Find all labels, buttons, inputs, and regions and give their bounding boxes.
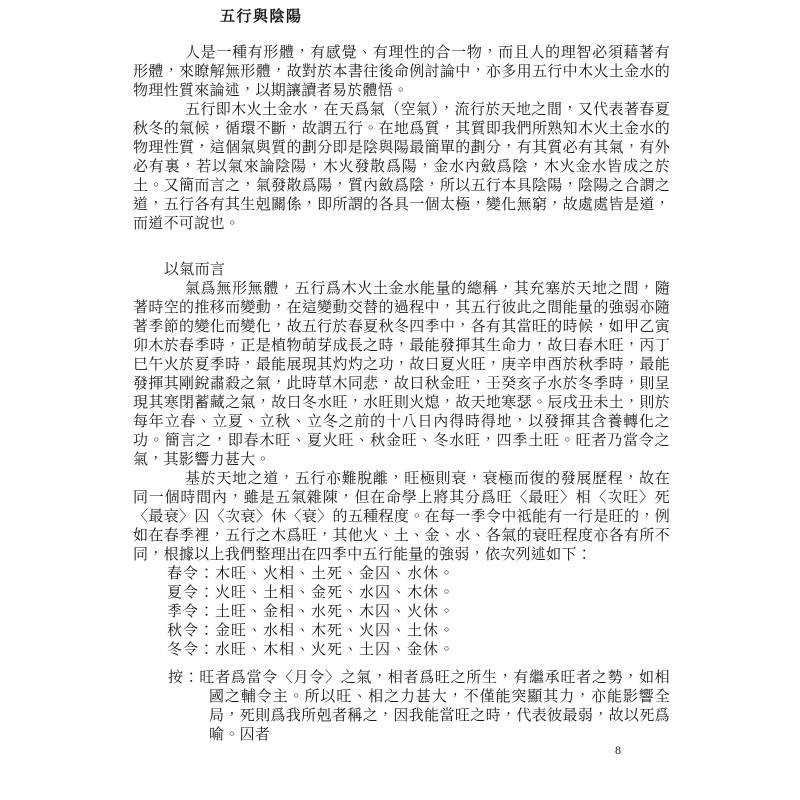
list-item-summer: 夏令：火旺、土相、金死、水囚、木休。 <box>167 585 456 601</box>
qi-paragraph-2: 基於天地之道，五行亦難脫離，旺極則衰，衰極而復的發展歷程，故在同一個時間內，雖是五氣雜陳，但在命學上將其分爲旺〈最旺〉相〈次旺〉死〈最衰〉囚〈次衰〉休〈衰〉的五種程度。在每一季令中祗能有一行是旺的，例如在春季裡，五行之木爲旺，其他火、土、金、水、各氣的衰旺程度亦各有所不同，根據以上我們整理出在四季中五行能量的強弱，依次列述如下： <box>133 471 670 563</box>
qi-paragraph-1: 氣爲無形無體，五行爲木火土金水能量的總稱，其充塞於天地之間，隨著時空的推移而變動，在這變動交替的過程中，其五行彼此之間能量的強弱亦隨著季節的變化而變化，故五行於春夏秋冬四季中，各有其當旺的時候，如甲乙寅卯木於春季時，正是植物萌芽成長之時，最能發揮其生命力，故曰春木旺，丙丁巳午火於夏季時，最能展現其灼灼之功，故曰夏火旺，庚辛申酉於秋季時，最能發揮其剛銳肅殺之氣，此時草木同悲，故曰秋金旺，壬癸亥子水於冬季時，則呈現其寒閉蓄藏之氣，故曰冬水旺，水旺則火熄，故天地寒瑟。辰戌丑未土，則於每年立春、立夏、立秋、立冬之前的十八日內得時得地，以發揮其含養轉化之功。簡言之，即春木旺、夏火旺、秋金旺、冬水旺，四季土旺。旺者乃當令之氣，其影響力甚大。 <box>133 281 670 468</box>
page-number: 8 <box>615 743 621 757</box>
section-heading-qi: 以氣而言 <box>164 262 226 278</box>
intro-paragraph-2: 五行即木火土金水，在天爲氣（空氣），流行於天地之間，又代表著春夏秋冬的氣候，循環不斷，故謂五行。在地爲質，其質即我們所熟知木火土金水的物理性質，這個氣與質的劃分即是陰與陽最簡單的劃分，有其質必有其氣，有外必有裏，若以氣來論陰陽，木火發散爲陽，金水內斂爲陰，木火金水皆成之於土。又簡而言之，氣發散爲陽，質內斂爲陰，所以五行本具陰陽，陰陽之合謂之道，五行各有其生剋關係，即所謂的各具一個太極，變化無窮，故處處皆是道，而道不可說也。 <box>133 102 670 232</box>
list-item-winter: 冬令：水旺、木相、火死、土囚、金休。 <box>167 642 456 658</box>
list-item-spring: 春令：木旺、火相、土死、金囚、水休。 <box>167 566 456 582</box>
note-label: 按： <box>168 670 200 686</box>
list-item-autumn: 秋令：金旺、水相、木死、火囚、土休。 <box>167 623 456 639</box>
list-item-earth-season: 季令：土旺、金相、水死、木囚、火休。 <box>167 604 456 620</box>
page-content <box>133 8 670 745</box>
intro-paragraph-1: 人是一種有形體，有感覺、有理性的合一物，而且人的理智必須藉著有形體，來瞭解無形體，故對於本書往後命例討論中，亦多用五行中木火土金水的物理性質來論述，以期讓讀者易於體悟。 <box>133 45 670 99</box>
seasonal-strength-list <box>133 565 670 660</box>
page-title: 五行與陰陽 <box>220 9 303 25</box>
note-block <box>133 669 670 745</box>
note-text: 旺者爲當令〈月令〉之氣，相者爲旺之所生，有繼承旺者之勢，如相國之輔令主。所以旺、相之力甚大，不僅能突顯其力，亦能影響全局，死則爲我所剋者稱之，因我能當旺之時，代表彼最弱，故以死爲喻。囚者 <box>199 670 670 743</box>
